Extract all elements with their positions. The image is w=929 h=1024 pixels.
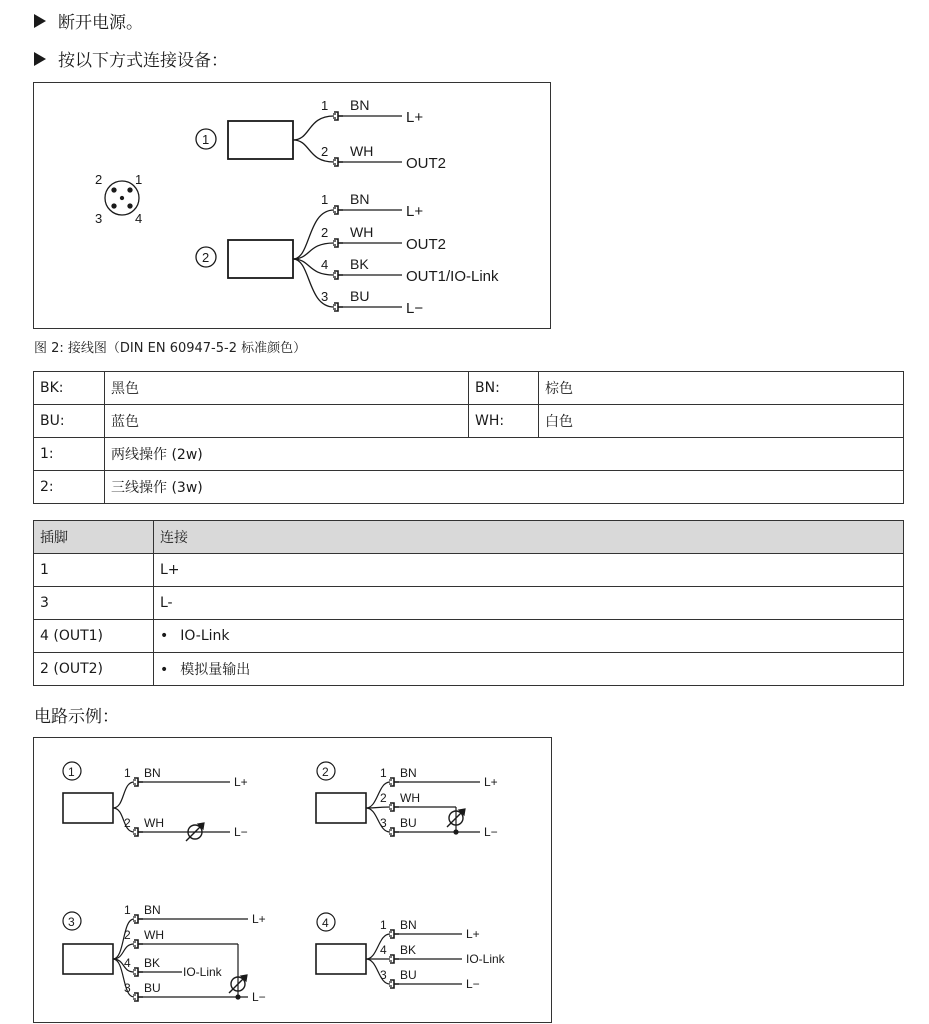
circuit-examples-heading: 电路示例： [34,707,119,727]
wire-number: 2 [124,816,131,830]
wire-signal: OUT2 [406,155,447,172]
sensor-box [316,944,366,974]
wire-number: 3 [380,968,387,982]
terminal-label: L− [234,825,248,839]
legend-code: BU: [34,405,105,438]
color-legend-table [33,371,904,504]
plug-icon [133,940,143,948]
terminal-label: L− [252,990,266,1004]
plug-icon [333,271,343,279]
wire-color: BU [400,816,417,830]
wire-signal: OUT1/IO-Link [406,268,499,285]
pin-cell: 1 [34,554,154,587]
wire-number: 1 [380,766,387,780]
bullet: • [160,662,169,678]
plug-icon [389,803,399,811]
legend-code: BK: [34,372,105,405]
plug-icon [389,778,399,786]
wire-number: 3 [124,981,131,995]
wire-color: BN [350,191,370,207]
wire-number: 2 [321,225,329,240]
table-header-row [34,521,904,554]
table-row [34,620,904,653]
diagram-number-label: 1 [68,765,75,779]
sensor-box [228,240,293,278]
wire [293,116,334,140]
column-header-pin: 插脚 [34,521,154,554]
table-row [34,405,904,438]
plug-icon [333,112,343,120]
terminal-label: IO-Link [466,952,505,966]
plug-icon [133,828,143,836]
wiring-diagram [33,82,551,329]
wire-number: 3 [380,816,387,830]
wire [113,782,134,808]
terminal-label: L+ [234,775,248,789]
diagram-number-label: 2 [322,765,329,779]
m12-connector-icon [95,172,142,226]
wire-number: 2 [124,928,131,942]
sensor-box [316,793,366,823]
diagram-number-label: 4 [322,916,329,930]
wire-number: 2 [380,791,387,805]
pin-cell: 2 (OUT2) [34,653,154,686]
wire-number: 3 [321,289,329,304]
wire-signal: L+ [406,203,424,220]
wire-color: WH [350,224,374,240]
wire-color: BN [400,766,417,780]
pin-cell: 4 (OUT1) [34,620,154,653]
plug-icon [133,778,143,786]
plug-icon [333,158,343,166]
table-row [34,438,904,471]
table-row [34,587,904,620]
step-connect-device [34,46,228,71]
wire-color: BK [350,256,369,272]
wire-color: WH [400,791,420,805]
circuit-examples-diagram [33,737,552,1023]
terminal-label: L− [466,977,480,991]
connection-text: L+ [160,562,180,578]
connection-text: L- [160,595,173,611]
wire-color: WH [144,928,164,942]
table-row [34,653,904,686]
wire-color: BU [350,288,370,304]
connector-pin-label: 2 [95,172,103,187]
plug-icon [389,955,399,963]
wire-color: BK [144,956,161,970]
legend-meaning: 棕色 [539,372,904,405]
connection-cell [154,620,904,653]
step-text: 断开电源。 [58,13,143,33]
plug-icon [333,303,343,311]
triangle-bullet-icon [34,14,46,28]
connection-text: IO-Link [180,628,230,644]
analog-meter-icon [186,823,204,841]
wire-color: BN [144,903,161,917]
legend-meaning: 两线操作 (2w) [105,438,904,471]
diagram-number-label: 3 [68,915,75,929]
wire-number: 1 [380,918,387,932]
wire-number: 1 [124,903,131,917]
connector-pin-label: 1 [135,172,143,187]
legend-meaning: 三线操作 (3w) [105,471,904,504]
legend-meaning: 白色 [539,405,904,438]
wire-number: 1 [124,766,131,780]
plug-icon [389,980,399,988]
junction-dot [454,830,458,834]
wire-signal: L− [406,300,424,317]
wire-number: 2 [321,144,329,159]
terminal-label: L+ [252,912,266,926]
terminal-label: L+ [466,927,480,941]
wire-color: WH [144,816,164,830]
legend-meaning: 蓝色 [105,405,469,438]
figure-caption: 图 2: 接线图（DIN EN 60947-5-2 标准颜色） [34,341,307,356]
pin-assignment-table [33,520,904,686]
connector-pin-label: 4 [135,211,143,226]
diagram-number: 1 [202,132,210,147]
plug-icon [333,206,343,214]
column-header-connection: 连接 [154,521,904,554]
wire-color: WH [350,143,374,159]
wire-color: BU [400,968,417,982]
wire-number: 4 [380,943,387,957]
legend-code: BN: [469,372,539,405]
legend-code: 2: [34,471,105,504]
terminal-label: L− [484,825,498,839]
table-row [34,554,904,587]
table-row [34,471,904,504]
table-row [34,372,904,405]
triangle-bullet-icon [34,52,46,66]
plug-icon [333,239,343,247]
sensor-box [63,944,113,974]
bullet: • [160,628,169,644]
connection-cell [154,653,904,686]
step-disconnect-power [34,8,143,33]
connection-text: 模拟量输出 [180,662,251,678]
pin-cell: 3 [34,587,154,620]
sensor-box [228,121,293,159]
legend-code: 1: [34,438,105,471]
wire-signal: L+ [406,109,424,126]
step-text: 按以下方式连接设备： [58,51,228,71]
wire-number: 4 [124,956,131,970]
connection-cell [154,554,904,587]
plug-icon [389,828,399,836]
plug-icon [133,915,143,923]
wire-number: 1 [321,98,329,113]
wire-color: BU [144,981,161,995]
plug-icon [133,993,143,1001]
diagram-number: 2 [202,250,210,265]
wire-color: BN [400,918,417,932]
plug-icon [133,968,143,976]
connector-pin-label: 3 [95,211,103,226]
io-link-label: IO-Link [183,965,222,979]
connection-cell [154,587,904,620]
wire-color: BN [144,766,161,780]
plug-icon [389,930,399,938]
legend-code: WH: [469,405,539,438]
wire-color: BN [350,97,370,113]
sensor-box [63,793,113,823]
wire-signal: OUT2 [406,236,447,253]
wire-number: 1 [321,192,329,207]
junction-dot [236,995,240,999]
wire-number: 4 [321,257,329,272]
terminal-label: L+ [484,775,498,789]
legend-meaning: 黑色 [105,372,469,405]
wire-color: BK [400,943,417,957]
